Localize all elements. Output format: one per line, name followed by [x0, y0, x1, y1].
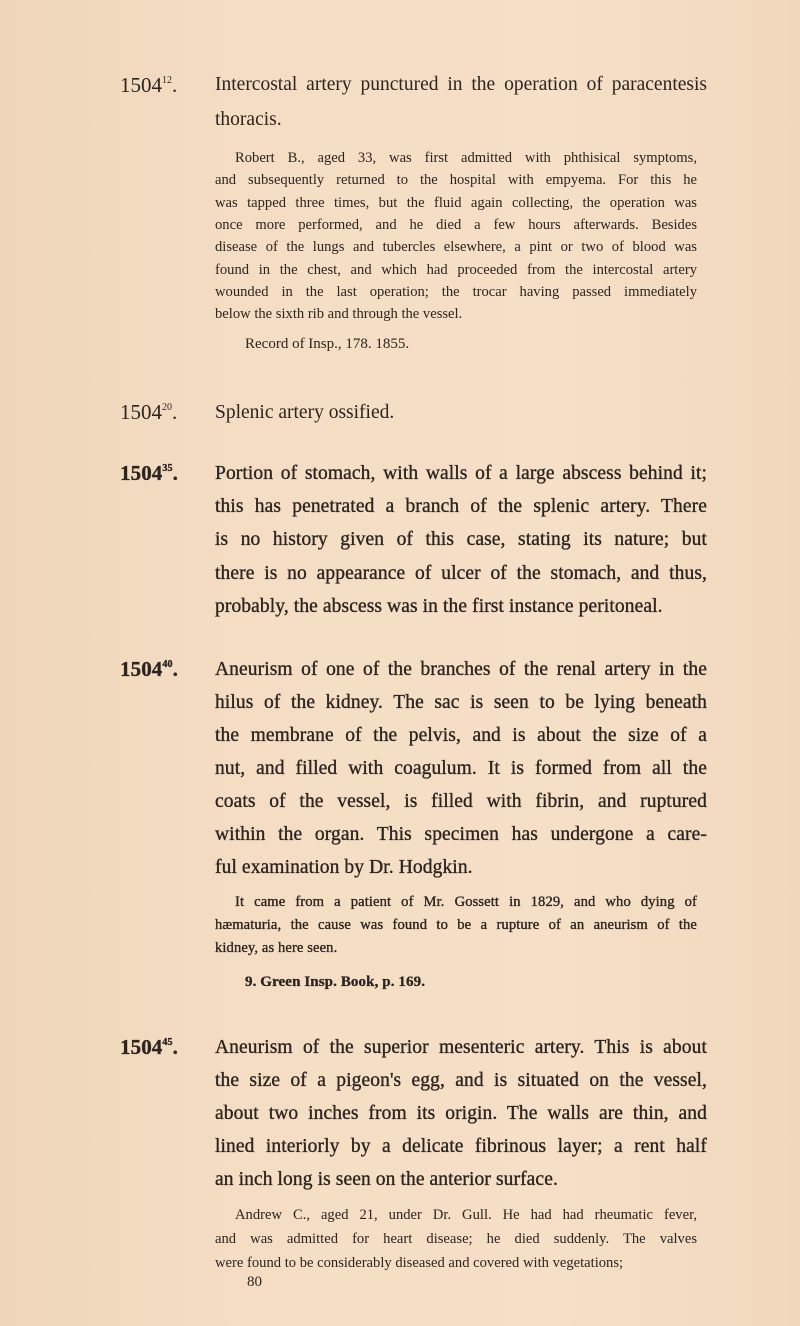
record-reference: Record of Insp., 178. 1855. — [245, 336, 410, 352]
case-note-line: found in the chest, and which had proceeded from the intercostal artery — [215, 261, 697, 278]
entry-number-sup: 20 — [162, 402, 172, 413]
page-number: 80 — [247, 1274, 262, 1290]
entry-heading-line: thoracis. — [215, 109, 282, 130]
entry-heading-line: about two inches from its origin. The walls are thin, and — [215, 1103, 707, 1124]
entry-heading-line: ful examination by Dr. Hodgkin. — [215, 857, 473, 878]
entry-number — [120, 1031, 178, 1068]
entry-heading-line: Intercostal artery punctured in the operation of paracentesis — [215, 74, 707, 95]
entry-number-sup: 12 — [162, 75, 172, 86]
entry-heading-line: is no history given of this case, stating its nature; but — [215, 529, 707, 551]
entry-number-base: 1504 — [120, 400, 162, 424]
entry-number — [120, 653, 178, 690]
entry-number — [120, 396, 177, 433]
case-note-line: were found to be considerably diseased and covered with vegetations; — [215, 1255, 624, 1271]
case-note-line: Andrew C., aged 21, under Dr. Gull. He had had rheumatic fever, — [235, 1207, 697, 1223]
case-note-line: below the sixth rib and through the vessel. — [215, 306, 463, 323]
entry-heading-line: Aneurism of the superior mesenteric artery. This is about — [215, 1037, 707, 1058]
entry-heading-line: coats of the vessel, is filled with fibrin, and ruptured — [215, 791, 707, 812]
entry-number-base: 1504 — [120, 1035, 163, 1059]
case-note-line: disease of the lungs and tubercles elsewhere, a pint or two of blood was — [215, 239, 697, 256]
case-note-line: It came from a patient of Mr. Gossett in 1829, and who dying of — [235, 894, 697, 910]
entry-heading-line: Splenic artery ossified. — [215, 402, 395, 423]
entry-heading-line: lined interiorly by a delicate fibrinous layer; a rent half — [215, 1136, 707, 1157]
case-note-line: was tapped three times, but the fluid again collecting, the operation was — [215, 194, 697, 211]
entry-number — [120, 68, 177, 107]
entry-number-base: 1504 — [120, 461, 163, 485]
entry-heading-line: there is no appearance of ulcer of the stomach, and thus, — [215, 562, 707, 584]
entry-number-sup: 40 — [162, 659, 173, 670]
case-note-line: and subsequently returned to the hospital with empyema. For this he — [215, 172, 697, 189]
entry-heading-line: Aneurism of one of the branches of the renal artery in the — [215, 659, 707, 680]
entry-number — [120, 457, 178, 494]
entry-heading-line: hilus of the kidney. The sac is seen to be lying beneath — [215, 692, 707, 713]
entry-number-period: . — [172, 400, 178, 424]
entry-heading-line: nut, and filled with coagulum. It is formed from all the — [215, 758, 707, 779]
entry-heading-line: the size of a pigeon's egg, and is situated on the vessel, — [215, 1070, 707, 1091]
entry-number-period: . — [172, 1035, 178, 1059]
entry-heading-line: probably, the abscess was in the first instance peritoneal. — [215, 595, 663, 617]
entry-heading-line: the membrane of the pelvis, and is about the size of a — [215, 725, 707, 746]
entry-number-base: 1504 — [120, 657, 163, 681]
entry-heading-line: within the organ. This specimen has undergone a care- — [215, 824, 707, 845]
case-note-line: hæmaturia, the cause was found to be a rupture of an aneurism of the — [215, 917, 697, 933]
record-reference: 9. Green Insp. Book, p. 169. — [245, 974, 426, 990]
entry-heading-line: this has penetrated a branch of the splenic artery. There — [215, 496, 707, 518]
entry-number-base: 1504 — [120, 73, 162, 97]
case-note-line: wounded in the last operation; the trocar having passed immediately — [215, 283, 697, 300]
case-note-line: kidney, as here seen. — [215, 940, 338, 956]
case-note-line: once more performed, and he died a few hours afterwards. Besides — [215, 216, 697, 233]
case-note-line: and was admitted for heart disease; he died suddenly. The valves — [215, 1231, 697, 1247]
entry-number-period: . — [172, 657, 178, 681]
entry-number-sup: 45 — [162, 1037, 173, 1048]
entry-number-period: . — [172, 73, 178, 97]
case-note-line: Robert B., aged 33, was first admitted with phthisical symptoms, — [235, 150, 697, 166]
entry-number-period: . — [172, 461, 178, 485]
entry-heading-line: an inch long is seen on the anterior surface. — [215, 1169, 558, 1190]
entry-heading-line: Portion of stomach, with walls of a large abscess behind it; — [215, 463, 707, 484]
entry-number-sup: 35 — [162, 463, 173, 474]
